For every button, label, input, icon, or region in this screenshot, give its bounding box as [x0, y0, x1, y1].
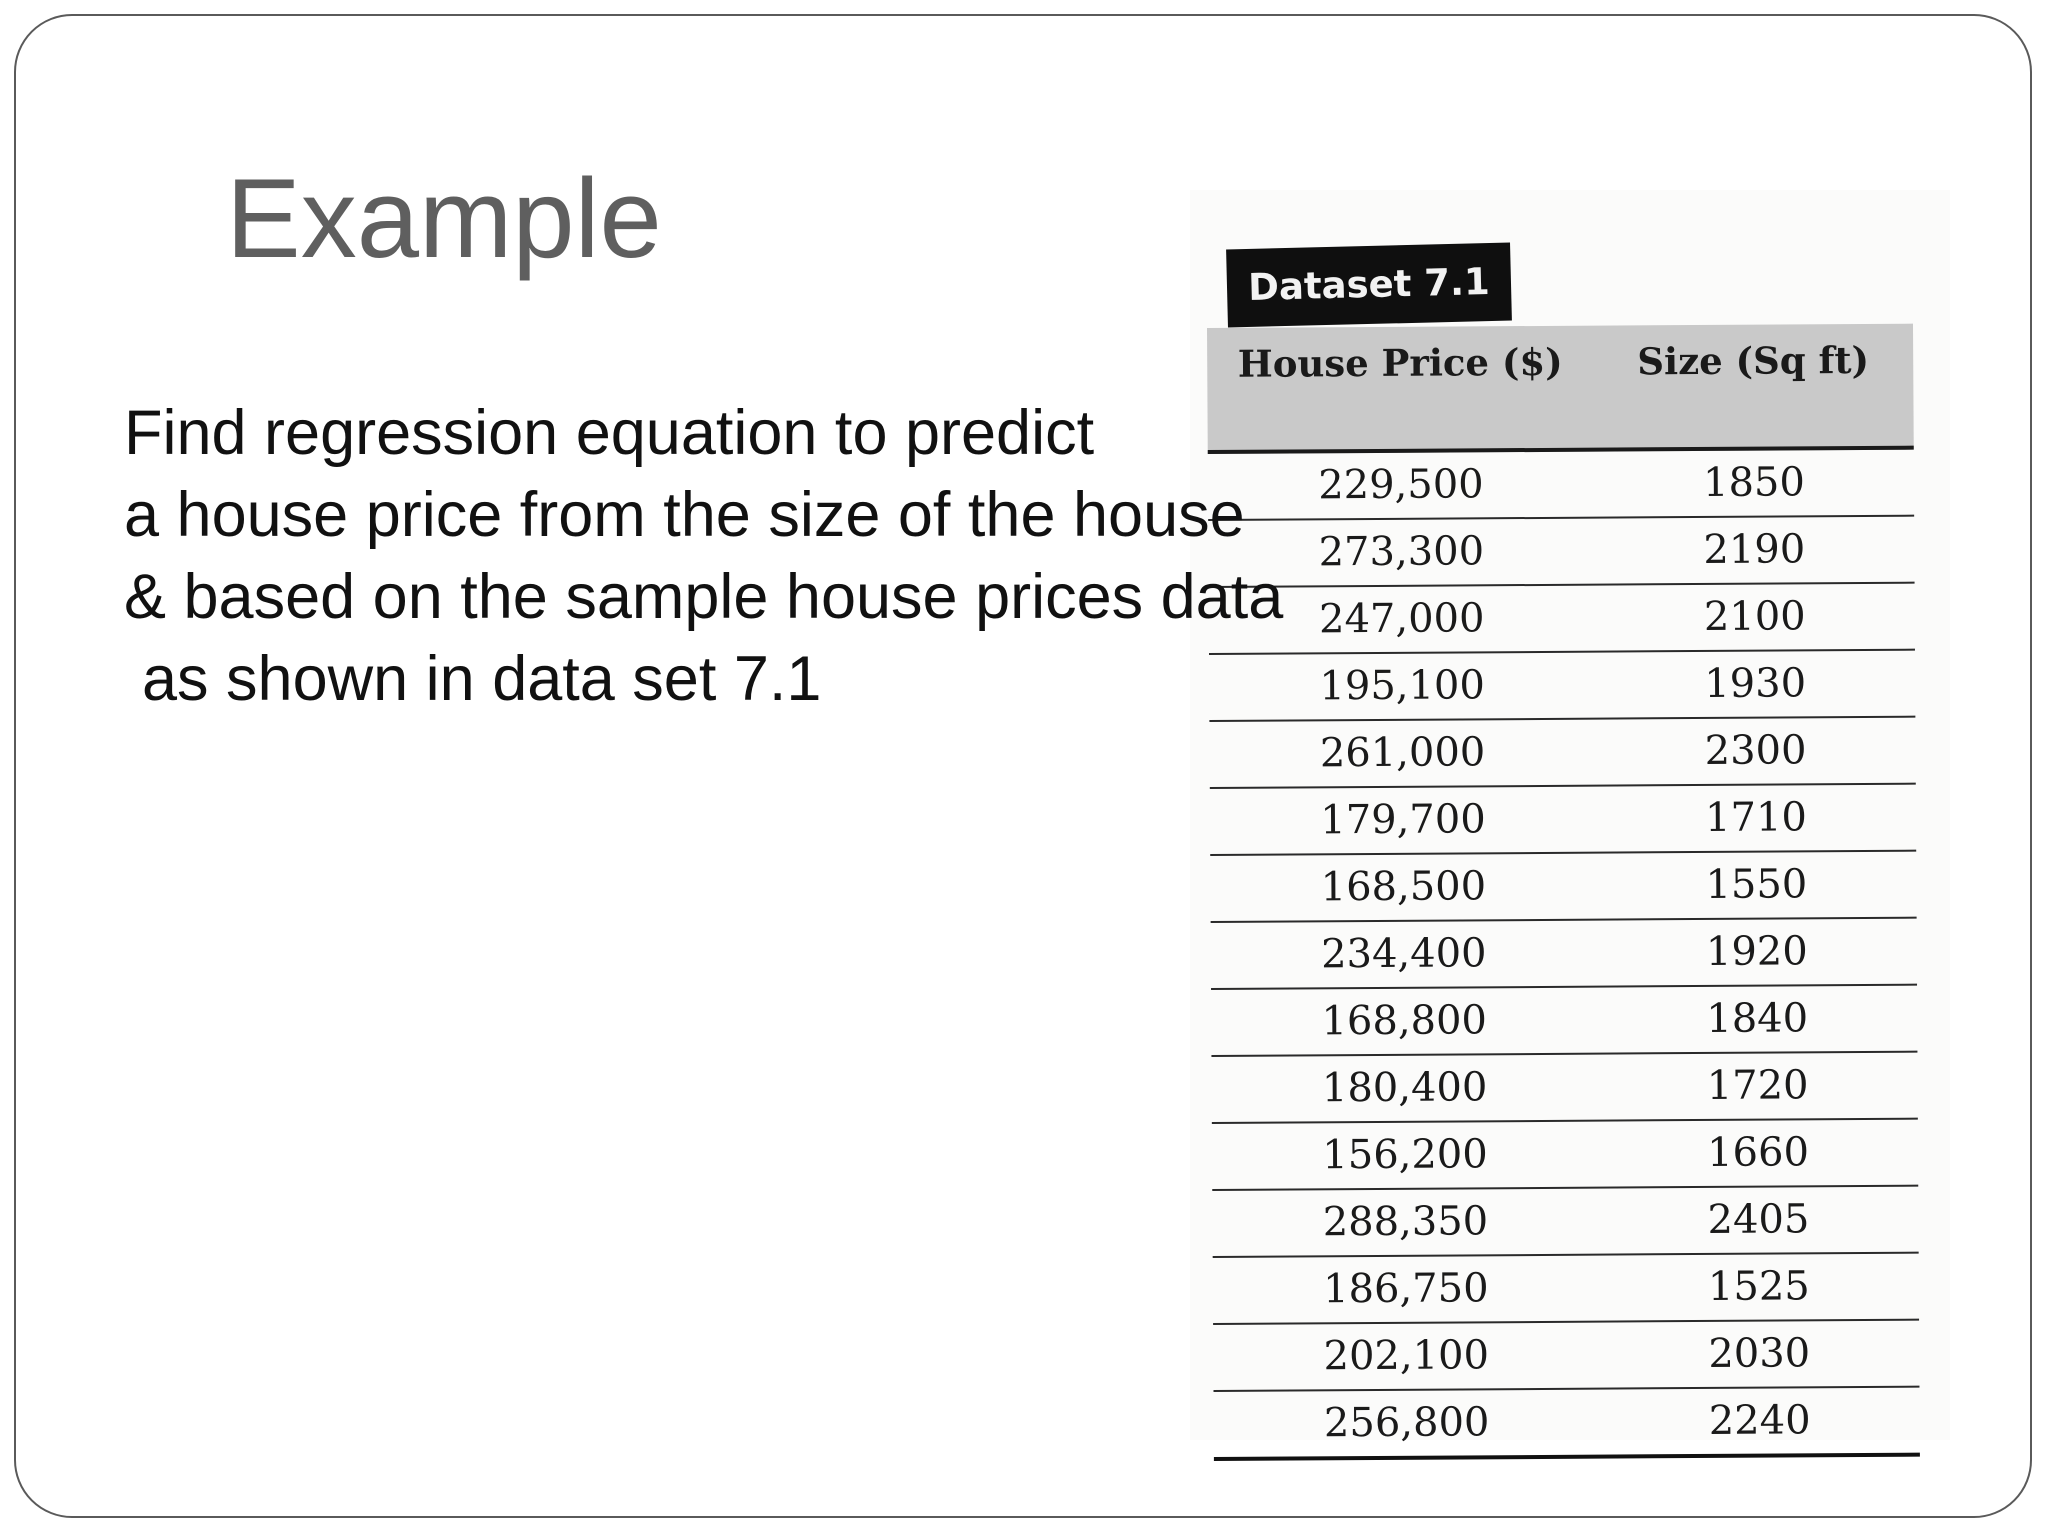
- cell-size: 2100: [1703, 593, 1806, 640]
- table-row: [1209, 718, 1915, 789]
- table-row: [1210, 785, 1916, 856]
- table-header-row: [1207, 324, 1914, 454]
- cell-size: 1710: [1704, 794, 1808, 841]
- cell-house-price: 179,700: [1320, 796, 1486, 844]
- cell-house-price: 229,500: [1318, 461, 1484, 509]
- cell-size: 2030: [1708, 1330, 1811, 1377]
- header-house-price: House Price ($): [1237, 339, 1563, 386]
- body-line-3: & based on the sample house prices data: [124, 562, 1284, 632]
- cell-size: 2240: [1708, 1397, 1811, 1444]
- table-body: [1208, 450, 1920, 1461]
- cell-house-price: 273,300: [1318, 528, 1485, 576]
- cell-size: 2405: [1707, 1196, 1810, 1243]
- cell-size: 1660: [1707, 1129, 1810, 1176]
- slide-body-text: [124, 392, 1283, 720]
- cell-house-price: 261,000: [1319, 729, 1486, 777]
- cell-size: 1840: [1706, 995, 1809, 1042]
- table-row: [1211, 1053, 1917, 1124]
- cell-size: 1850: [1702, 459, 1805, 506]
- cell-size: 1550: [1705, 861, 1808, 908]
- cell-house-price: 288,350: [1322, 1198, 1489, 1246]
- body-line-2: a house price from the size of the house: [124, 480, 1245, 550]
- cell-house-price: 247,000: [1318, 595, 1485, 643]
- cell-house-price: 168,800: [1321, 997, 1488, 1045]
- table-row: [1212, 1120, 1918, 1191]
- table-row: [1213, 1388, 1919, 1461]
- table-row: [1210, 852, 1916, 923]
- table-row: [1208, 517, 1914, 588]
- table-row: [1211, 919, 1917, 990]
- table-row: [1208, 450, 1914, 521]
- table-row: [1209, 584, 1915, 655]
- body-line-1: Find regression equation to predict: [124, 398, 1095, 468]
- cell-size: 1720: [1706, 1062, 1809, 1109]
- cell-house-price: 186,750: [1323, 1265, 1489, 1313]
- cell-size: 1525: [1707, 1263, 1810, 1310]
- table-row: [1213, 1254, 1919, 1325]
- cell-house-price: 256,800: [1323, 1399, 1490, 1447]
- dataset-label: Dataset 7.1: [1226, 243, 1512, 328]
- cell-house-price: 156,200: [1322, 1131, 1488, 1179]
- cell-house-price: 202,100: [1323, 1332, 1490, 1380]
- cell-size: 1920: [1705, 928, 1808, 975]
- cell-house-price: 195,100: [1319, 662, 1486, 710]
- table-row: [1212, 1187, 1918, 1258]
- body-line-4: as shown in data set 7.1: [142, 644, 822, 714]
- cell-house-price: 168,500: [1320, 863, 1487, 911]
- cell-house-price: 180,400: [1321, 1064, 1488, 1112]
- cell-size: 2300: [1704, 727, 1807, 774]
- dataset-table: [1207, 324, 1920, 1461]
- table-row: [1213, 1321, 1919, 1392]
- table-row: [1209, 651, 1915, 722]
- header-size: Size (Sq ft): [1637, 337, 1870, 384]
- cell-size: 2190: [1703, 526, 1806, 573]
- slide-title: Example: [226, 156, 662, 281]
- cell-size: 1930: [1704, 660, 1807, 707]
- cell-house-price: 234,400: [1320, 930, 1487, 978]
- table-row: [1211, 986, 1917, 1057]
